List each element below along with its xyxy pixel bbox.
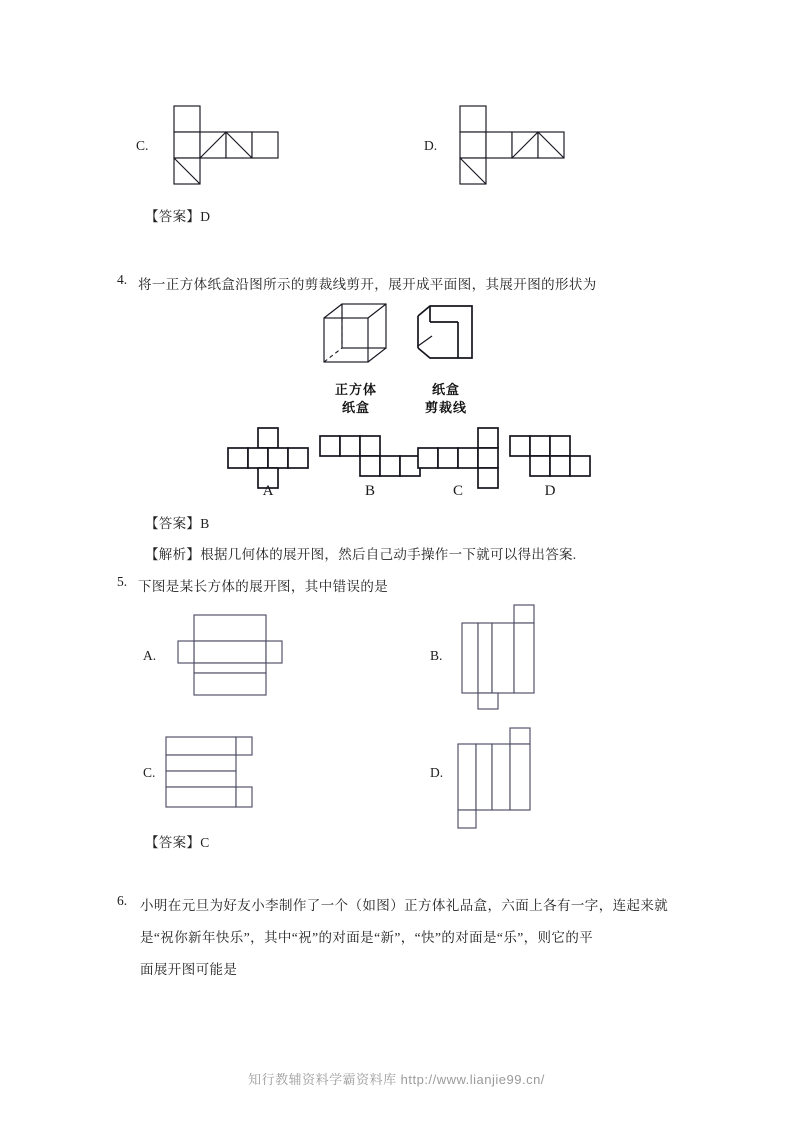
question-6-text-line-1: 小明在元旦为好友小李制作了一个（如图）正方体礼品盒，六面上各有一字，连起来就	[140, 898, 669, 913]
question-4-text: 将一正方体纸盒沿图所示的剪裁线剪开，展开成平面图，其展开图的形状为	[138, 277, 597, 292]
q5-option-c-label: C.	[143, 765, 156, 780]
q4-net-letter-a: A	[262, 483, 274, 499]
q5-net-option-a	[178, 615, 288, 695]
q3-option-d-net	[452, 106, 592, 194]
q4-net-letter-c: C	[452, 483, 463, 499]
q5-net-option-d	[458, 728, 568, 828]
q4-net-letter-b: B	[364, 483, 375, 499]
q4-net-letter-d: D	[544, 483, 556, 499]
footer-watermark: 知行教辅资料学霸资料库 http://www.lianjie99.cn/	[248, 1072, 545, 1087]
question-5-text: 下图是某长方体的展开图，其中错误的是	[138, 579, 389, 594]
q4-answer: 【答案】B	[145, 516, 210, 531]
q5-option-b-label: B.	[430, 648, 443, 663]
q3-option-d-label: D.	[424, 138, 438, 153]
q4-cube-label-line2: 纸盒	[341, 400, 370, 415]
q4-net-option-a	[228, 428, 308, 490]
q3-answer: 【答案】D	[145, 209, 211, 224]
q5-option-d-label: D.	[430, 765, 444, 780]
q5-option-a-label: A.	[143, 648, 157, 663]
q5-net-option-c	[166, 737, 276, 815]
question-5-number: 5.	[117, 574, 128, 589]
q4-analysis: 【解析】根据几何体的展开图，然后自己动手操作一下就可以得出答案.	[145, 547, 577, 562]
question-6-number: 6.	[117, 893, 128, 908]
q4-cube-figure	[320, 300, 392, 372]
q5-answer: 【答案】C	[145, 835, 210, 850]
q5-net-option-b	[462, 605, 572, 710]
q4-cut-line-figure	[410, 300, 482, 372]
q4-net-option-b	[320, 436, 420, 484]
q4-cutline-label-line1: 纸盒	[431, 382, 460, 397]
q3-option-c-label: C.	[136, 138, 149, 153]
q4-net-option-d	[510, 436, 590, 484]
q4-cutline-label-line2: 剪裁线	[424, 400, 467, 415]
q4-cube-label-line1: 正方体	[334, 382, 377, 397]
question-6-text-line-3: 面展开图可能是	[140, 962, 238, 977]
question-6-text-line-2: 是“祝你新年快乐”，其中“祝”的对面是“新”，“快”的对面是“乐”，则它的平	[140, 930, 594, 945]
q4-net-option-c	[418, 428, 498, 490]
question-4-number: 4.	[117, 272, 128, 287]
q3-option-c-net	[166, 106, 306, 194]
